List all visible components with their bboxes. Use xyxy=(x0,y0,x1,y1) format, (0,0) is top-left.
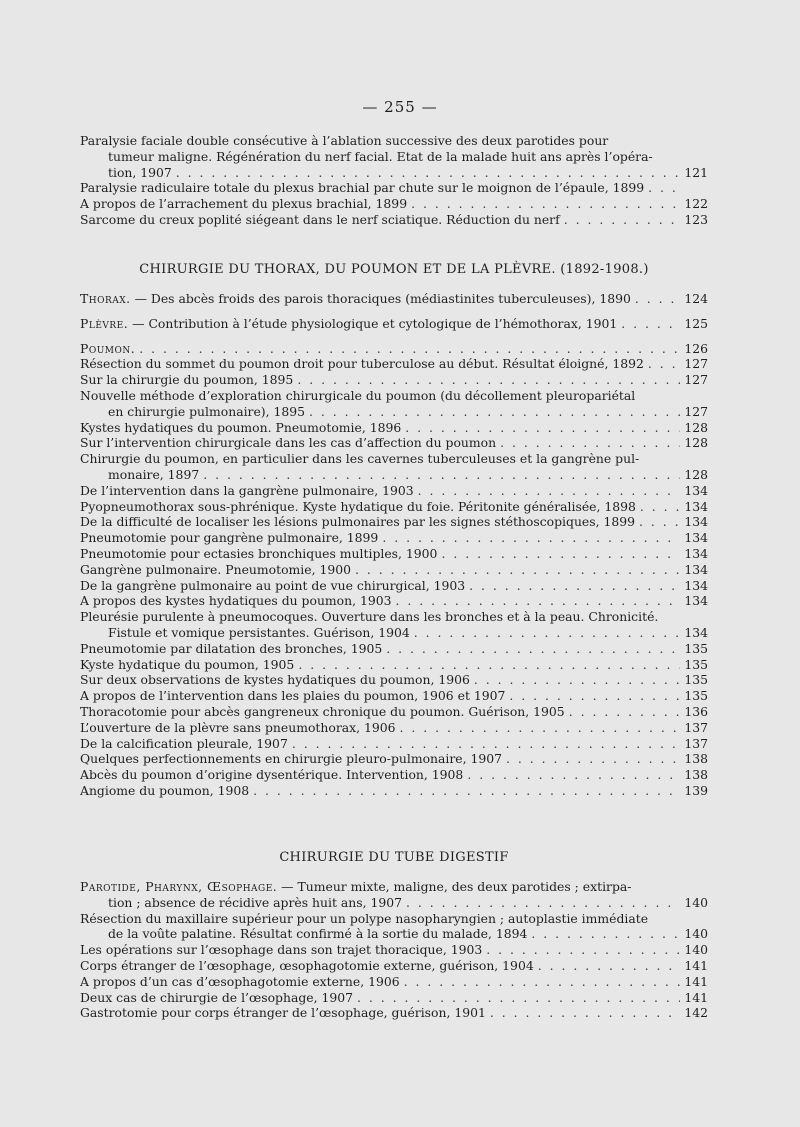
page-ref: 134 xyxy=(684,530,708,546)
toc-entry xyxy=(80,958,708,974)
toc-entry xyxy=(80,316,708,332)
page-ref: 135 xyxy=(684,672,708,688)
page-ref: 134 xyxy=(684,545,708,561)
toc-entry xyxy=(80,499,708,515)
page-ref: 127 xyxy=(684,403,708,419)
toc-entry xyxy=(80,514,708,530)
page-ref: 134 xyxy=(684,561,708,577)
entry-text: tion, 1907 xyxy=(108,164,172,180)
dot-leader xyxy=(469,578,680,594)
entry-text: Résection du maxillaire supérieur pour un polype nasopharyngien ; autoplastie immédiate xyxy=(80,910,649,926)
dot-leader xyxy=(639,514,680,530)
page-ref: 128 xyxy=(684,466,708,482)
dot-leader xyxy=(648,356,680,372)
entry-text: De la gangrène pulmonaire au point de vue chirurgical, 1903 xyxy=(80,577,466,593)
dot-leader xyxy=(490,1005,680,1021)
entry-text: monaire, 1897 xyxy=(108,466,200,482)
toc-entry xyxy=(80,783,708,799)
dot-leader xyxy=(509,688,680,704)
entry-text: Gastrotomie pour corps étranger de l’œsophage, guérison, 1901 xyxy=(80,1005,486,1021)
entry-text: Sur l’intervention chirurgicale dans les cas d’affection du poumon xyxy=(80,435,497,451)
dot-leader xyxy=(400,720,680,736)
entry-text: Chirurgie du poumon, en particulier dans les cavernes tuberculeuses et la gangrène pul- xyxy=(80,451,640,467)
toc-entry xyxy=(80,212,708,228)
entry-text: en chirurgie pulmonaire), 1895 xyxy=(108,403,306,419)
entry-text: Angiome du poumon, 1908 xyxy=(80,782,250,798)
entry-text: Gangrène pulmonaire. Pneumotomie, 1900 xyxy=(80,561,351,577)
page-ref: 137 xyxy=(684,719,708,735)
entry-list xyxy=(80,879,708,1021)
entry-text: Thorax. — Des abcès froids des parois thoraciques (médiastinites tuberculeuses), 1890 xyxy=(80,291,631,306)
dot-leader xyxy=(404,974,680,990)
dot-leader xyxy=(640,499,680,515)
entry-label: Thorax. xyxy=(80,291,131,306)
dot-leader xyxy=(441,546,680,562)
entry-text: Pneumotomie par dilatation des bronches, 1905 xyxy=(80,640,383,656)
dot-leader xyxy=(357,990,680,1006)
page-ref: 123 xyxy=(684,211,708,227)
toc-entry xyxy=(80,356,708,372)
toc-entry xyxy=(80,133,708,180)
section-title: CHIRURGIE DU TUBE DIGESTIF xyxy=(279,850,509,865)
page-ref: 140 xyxy=(684,894,708,910)
page-ref: 140 xyxy=(684,926,708,942)
toc-entry xyxy=(80,974,708,990)
page-ref: 134 xyxy=(684,593,708,609)
page-ref: 124 xyxy=(684,291,708,306)
dot-leader xyxy=(531,926,680,942)
page-ref: 140 xyxy=(684,942,708,958)
page-ref: 141 xyxy=(684,957,708,973)
dot-leader xyxy=(298,657,680,673)
toc-entry xyxy=(80,291,708,307)
entry-text xyxy=(80,341,135,357)
page-ref: 134 xyxy=(684,577,708,593)
dot-leader xyxy=(621,316,680,332)
dot-leader xyxy=(139,341,680,357)
dot-leader xyxy=(486,942,680,958)
page-ref: 127 xyxy=(684,372,708,388)
toc-entry xyxy=(80,435,708,451)
toc-entry xyxy=(80,420,708,436)
dot-leader xyxy=(292,736,680,752)
toc-entry xyxy=(80,483,708,499)
page-ref: 126 xyxy=(684,340,708,356)
dot-leader xyxy=(418,483,680,499)
page-ref: 142 xyxy=(684,1005,708,1021)
entry-text: Pleurésie purulente à pneumocoques. Ouverture dans les bronches et à la peau. Chronicité. xyxy=(80,609,659,625)
entry-text: Nouvelle méthode d’exploration chirurgicale du poumon (du décollement pleuropariétal xyxy=(80,387,636,403)
entry-text: Thoracotomie pour abcès gangreneux chronique du poumon. Guérison, 1905 xyxy=(80,703,565,719)
page-ref: 135 xyxy=(684,640,708,656)
entry-text: Quelques perfectionnements en chirurgie pleuro-pulmonaire, 1907 xyxy=(80,751,503,767)
page-ref: 121 xyxy=(684,164,708,180)
page-ref: 134 xyxy=(684,482,708,498)
toc-entry xyxy=(80,751,708,767)
entry-text: Pyopneumothorax sous-phrénique. Kyste hydatique du foie. Péritonite généralisée, 1898 xyxy=(80,498,636,514)
entry-list xyxy=(80,291,708,799)
entry-text: Plèvre. — Contribution à l’étude physiologique et cytologique de l’hémothorax, 1901 xyxy=(80,315,618,331)
entry-text: Pneumotomie pour ectasies bronchiques multiples, 1900 xyxy=(80,545,438,561)
toc-entry xyxy=(80,372,708,388)
dot-leader xyxy=(506,751,680,767)
dot-leader xyxy=(414,625,680,641)
page-ref: 122 xyxy=(684,196,708,212)
toc-entry xyxy=(80,911,708,943)
entry-text: Parotide, Pharynx, Œsophage. — Tumeur mixte, maligne, des deux parotides ; extirpa- xyxy=(80,879,632,894)
toc-entry xyxy=(80,657,708,673)
toc-entry xyxy=(80,736,708,752)
entry-text: Kystes hydatiques du poumon. Pneumotomie, 1896 xyxy=(80,419,402,435)
entry-text: Abcès du poumon d’origine dysentérique. Intervention, 1908 xyxy=(80,767,464,783)
toc-entry xyxy=(80,451,708,483)
dot-leader xyxy=(253,783,680,799)
entry-text: Paralysie radiculaire totale du plexus brachial par chute sur le moignon de l’épaule, 1899 xyxy=(80,180,645,196)
page-number: — 255 — xyxy=(362,98,438,116)
dot-leader xyxy=(297,372,680,388)
entry-text: De la difficulté de localiser les lésions pulmonaires par les signes stéthoscopiques, 1899 xyxy=(80,514,636,530)
page-ref: 141 xyxy=(684,989,708,1005)
toc-entry xyxy=(80,1005,708,1021)
dot-leader xyxy=(564,212,680,228)
entry-text: Résection du sommet du poumon droit pour tuberculose au début. Résultat éloigné, 1892 xyxy=(80,356,644,372)
entry-text: Corps étranger de l’œsophage, œsophagotomie externe, guérison, 1904 xyxy=(80,957,534,973)
entry-label: Plèvre. xyxy=(80,315,129,331)
entry-text: L’ouverture de la plèvre sans pneumothorax, 1906 xyxy=(80,719,396,735)
dot-leader xyxy=(176,165,680,181)
thorax-section xyxy=(80,262,708,799)
toc-entry xyxy=(80,688,708,704)
digestive-section xyxy=(80,850,708,1021)
dot-leader xyxy=(405,420,680,436)
dot-leader xyxy=(396,593,680,609)
page-ref: 134 xyxy=(684,498,708,514)
toc-entry xyxy=(80,388,708,420)
page-ref: 141 xyxy=(684,973,708,989)
dot-leader xyxy=(648,180,680,196)
entry-text: tion ; absence de récidive après huit ans, 1907 xyxy=(108,894,403,910)
entry-label: Parotide, Pharynx, Œsophage. xyxy=(80,879,278,894)
dot-leader xyxy=(635,291,680,307)
toc-entry xyxy=(80,879,708,911)
dot-leader xyxy=(538,958,680,974)
toc-entry xyxy=(80,593,708,609)
entry-text: Sarcome du creux poplité siégeant dans le nerf sciatique. Réduction du nerf xyxy=(80,211,560,227)
entry-text: De la calcification pleurale, 1907 xyxy=(80,735,288,751)
entry-text: tumeur maligne. Régénération du nerf facial. Etat de la malade huit ans après l’opéra- xyxy=(108,148,653,164)
dot-leader xyxy=(467,767,680,783)
toc-entry xyxy=(80,767,708,783)
toc-entry xyxy=(80,546,708,562)
toc-entry xyxy=(80,990,708,1006)
page-ref: 134 xyxy=(684,624,708,640)
page-ref: 125 xyxy=(684,315,708,331)
entry-text: Sur la chirurgie du poumon, 1895 xyxy=(80,372,294,388)
toc-entry xyxy=(80,704,708,720)
toc-entry xyxy=(80,720,708,736)
page-ref: 139 xyxy=(684,782,708,798)
toc-entry xyxy=(80,196,708,212)
entry-text: A propos des kystes hydatiques du poumon, 1903 xyxy=(80,593,392,609)
page-ref: 138 xyxy=(684,767,708,783)
page-ref: 136 xyxy=(684,703,708,719)
dot-leader xyxy=(406,895,680,911)
page-ref: 137 xyxy=(684,735,708,751)
entry-text: A propos d’un cas d’œsophagotomie externe, 1906 xyxy=(80,973,400,989)
page-ref: 128 xyxy=(684,435,708,451)
dot-leader xyxy=(382,530,680,546)
toc-entry xyxy=(80,530,708,546)
dot-leader xyxy=(386,641,680,657)
page-ref: 127 xyxy=(684,356,708,372)
toc-entry xyxy=(80,641,708,657)
page-ref: 134 xyxy=(684,514,708,530)
dot-leader xyxy=(411,196,680,212)
section-title: CHIRURGIE DU THORAX, DU POUMON ET DE LA PLÈVRE. (1892-1908.) xyxy=(139,262,649,277)
toc-entry xyxy=(80,180,708,196)
toc-entry xyxy=(80,609,708,641)
page-ref: 138 xyxy=(684,751,708,767)
dot-leader xyxy=(309,404,680,420)
entry-text: Deux cas de chirurgie de l’œsophage, 1907 xyxy=(80,989,354,1005)
entry-label: Poumon. xyxy=(80,340,136,356)
entry-text: de la voûte palatine. Résultat confirmé à la sortie du malade, 1894 xyxy=(108,926,528,942)
entry-text: Paralysie faciale double consécutive à l’ablation successive des deux parotides pour xyxy=(80,133,609,148)
entry-text: A propos de l’arrachement du plexus brachial, 1899 xyxy=(80,196,408,212)
entry-text: Sur deux observations de kystes hydatiques du poumon, 1906 xyxy=(80,672,470,688)
entry-text: Fistule et vomique persistantes. Guérison, 1904 xyxy=(108,624,410,640)
dot-leader xyxy=(474,672,680,688)
dot-leader xyxy=(569,704,680,720)
top-entries xyxy=(80,133,708,228)
page-ref: 135 xyxy=(684,688,708,704)
toc-entry xyxy=(80,578,708,594)
entry-text: Les opérations sur l’œsophage dans son trajet thoracique, 1903 xyxy=(80,942,483,958)
entry-text: Kyste hydatique du poumon, 1905 xyxy=(80,656,295,672)
entry-text: Pneumotomie pour gangrène pulmonaire, 1899 xyxy=(80,530,379,546)
toc-entry xyxy=(80,341,708,357)
toc-entry xyxy=(80,672,708,688)
page-ref: 128 xyxy=(684,419,708,435)
toc-entry xyxy=(80,942,708,958)
dot-leader xyxy=(203,467,680,483)
toc-entry xyxy=(80,562,708,578)
dot-leader xyxy=(500,435,680,451)
entry-text: De l’intervention dans la gangrène pulmonaire, 1903 xyxy=(80,482,414,498)
entry-text: A propos de l’intervention dans les plaies du poumon, 1906 et 1907 xyxy=(80,688,506,704)
page-ref: 135 xyxy=(684,656,708,672)
dot-leader xyxy=(355,562,680,578)
